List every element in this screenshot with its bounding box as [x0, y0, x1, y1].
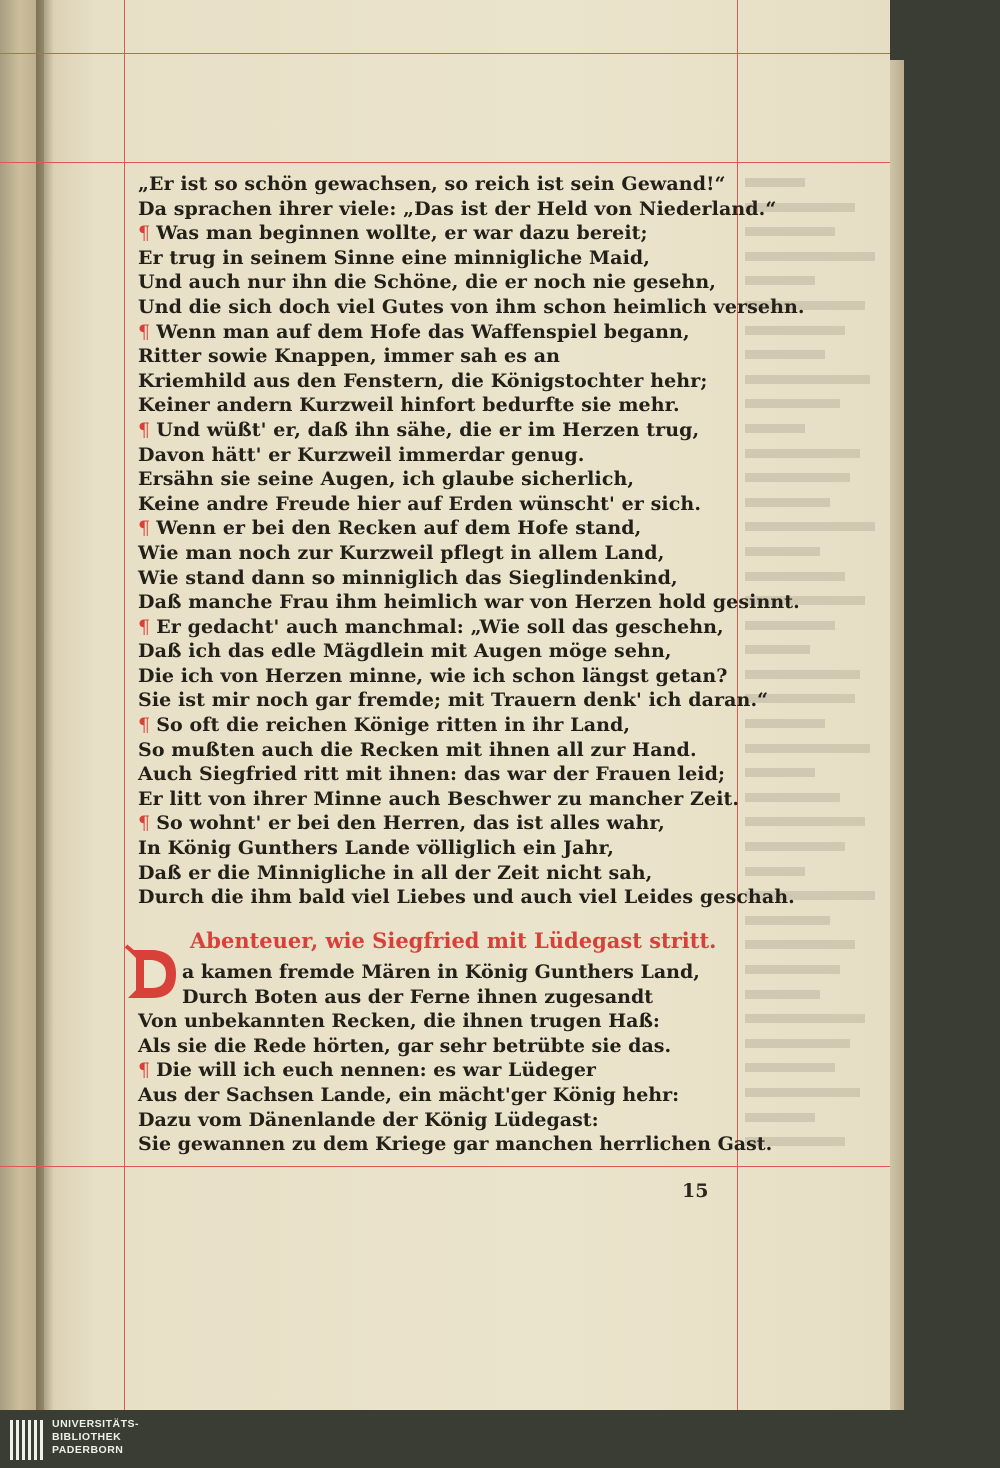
- show-through-line: [745, 465, 885, 490]
- chapter-line: Durch Boten aus der Ferne ihnen zugesandt: [182, 985, 654, 1008]
- verse-line: [138, 836, 738, 861]
- verse-line: [138, 172, 738, 197]
- verse-line-text: Er gedacht' auch manchmal: „Wie soll das geschehn,: [156, 615, 724, 638]
- pilcrow-icon: ¶: [138, 418, 151, 441]
- verse-line-text: Daß er die Minnigliche in all der Zeit nicht sah,: [138, 861, 653, 884]
- chapter-line-text: Die will ich euch nennen: es war Lüdeger: [156, 1059, 596, 1082]
- pilcrow-icon: ¶: [138, 320, 151, 343]
- show-through-line: [745, 662, 885, 687]
- show-through-line: [745, 637, 885, 662]
- verse-line-text: Wie stand dann so minniglich das Sieglindenkind,: [138, 566, 678, 589]
- show-through-line: [745, 318, 885, 343]
- verse-line: [138, 467, 738, 492]
- show-through-line: [745, 268, 885, 293]
- chapter-line: Als sie die Rede hörten, gar sehr betrübte sie das.: [138, 1034, 672, 1057]
- show-through-line: [745, 1006, 885, 1031]
- show-through-line: [745, 367, 885, 392]
- library-logo-icon: [10, 1420, 46, 1460]
- library-name-line-3: PADERBORN: [52, 1444, 124, 1456]
- verse-line: [138, 738, 738, 763]
- verse-line: [138, 664, 738, 689]
- show-through-line: [745, 982, 885, 1007]
- verse-line: [138, 639, 738, 664]
- verse-line-text: Wie man noch zur Kurzweil pflegt in allem Land,: [138, 541, 665, 564]
- verse-line: [138, 270, 738, 295]
- verse-line: [138, 246, 738, 271]
- verse-line: [138, 713, 738, 738]
- verse-line: [138, 221, 738, 246]
- chapter-line-text: Dazu vom Dänenlande der König Lüdegast:: [138, 1108, 599, 1131]
- verse-line: [138, 787, 738, 812]
- show-through-line: [745, 1105, 885, 1130]
- verse-line: [138, 811, 738, 836]
- show-through-line: [745, 514, 885, 539]
- verse-line-text: In König Gunthers Lande völliglich ein Jahr,: [138, 837, 614, 860]
- verse-line-text: So mußten auch die Recken mit ihnen all zur Hand.: [138, 738, 697, 761]
- show-through-line: [745, 711, 885, 736]
- verse-line-text: Die ich von Herzen minne, wie ich schon längst getan?: [138, 664, 728, 687]
- verse-line: [138, 762, 738, 787]
- verse-line: [138, 688, 769, 713]
- pilcrow-icon: ¶: [138, 812, 151, 835]
- verse-line: [138, 443, 738, 468]
- chapter-line: Von unbekannten Recken, die ihnen trugen Haß:: [138, 1010, 660, 1033]
- verse-line: [138, 369, 738, 394]
- pilcrow-icon: ¶: [138, 222, 151, 245]
- verse-line-text: Wenn man auf dem Hofe das Waffenspiel begann,: [156, 320, 690, 343]
- show-through-line: [745, 908, 885, 933]
- chapter-text: [138, 960, 773, 1157]
- verse-line: [138, 566, 738, 591]
- show-through-line: [745, 613, 885, 638]
- verse-line: [138, 590, 800, 615]
- verse-line-text: Er trug in seinem Sinne eine minnigliche Maid,: [138, 246, 651, 269]
- chapter-line: [138, 1132, 773, 1157]
- verse-line: [138, 197, 777, 222]
- verse-line-text: „Er ist so schön gewachsen, so reich ist sein Gewand!“: [138, 173, 726, 195]
- show-through-line: [745, 1031, 885, 1056]
- verse-line-text: Davon hätt' er Kurzweil immerdar genug.: [138, 443, 585, 466]
- verse-line-text: Durch die ihm bald viel Liebes und auch viel Leides geschah.: [138, 886, 795, 909]
- footer-bar: [0, 1410, 1000, 1468]
- verse-line-text: Keine andre Freude hier auf Erden wünscht' er sich.: [138, 492, 702, 515]
- chapter-first-line: a kamen fremde Mären in König Gunthers Land,: [182, 961, 700, 983]
- verse-line-text: Wenn er bei den Recken auf dem Hofe stand,: [156, 517, 642, 540]
- margin-rule-text-bottom: [0, 1166, 890, 1167]
- show-through-text: [745, 170, 885, 1160]
- chapter-line: [138, 1083, 738, 1108]
- verse-line: [138, 393, 738, 418]
- verse-line: [138, 516, 738, 541]
- show-through-line: [745, 932, 885, 957]
- verse-line-text: Keiner andern Kurzweil hinfort bedurfte sie mehr.: [138, 394, 680, 417]
- verse-line: [138, 344, 738, 369]
- show-through-line: [745, 391, 885, 416]
- margin-rule-top: [0, 53, 890, 54]
- verse-line-text: Was man beginnen wollte, er war dazu bereit;: [156, 222, 648, 245]
- show-through-line: [745, 416, 885, 441]
- verse-block: [138, 172, 805, 910]
- verse-line-text: So oft die reichen Könige ritten in ihr Land,: [156, 714, 631, 737]
- show-through-line: [745, 244, 885, 269]
- margin-rule-left: [124, 0, 125, 1410]
- verse-line-text: Er litt von ihrer Minne auch Beschwer zu mancher Zeit.: [138, 787, 740, 810]
- chapter-line-text: Aus der Sachsen Lande, ein mächt'ger König hehr:: [138, 1083, 680, 1106]
- show-through-line: [745, 859, 885, 884]
- page-stack-edge: [890, 60, 904, 1410]
- library-name-line-2: BIBLIOTHEK: [52, 1431, 122, 1443]
- show-through-line: [745, 342, 885, 367]
- drop-capital-letter: D: [124, 944, 125, 945]
- pilcrow-icon: ¶: [138, 517, 151, 540]
- verse-line-text: Ritter sowie Knappen, immer sah es an: [138, 345, 561, 368]
- pilcrow-icon: ¶: [138, 1059, 151, 1082]
- verse-line: [138, 320, 738, 345]
- verse-line-text: Daß ich das edle Mägdlein mit Augen möge sehn,: [138, 640, 672, 663]
- chapter-heading: Abenteuer, wie Siegfried mit Lüdegast stritt.: [190, 928, 717, 953]
- show-through-line: [745, 441, 885, 466]
- page-number: 15: [682, 1180, 709, 1202]
- show-through-line: [745, 539, 885, 564]
- verse-line: [138, 418, 738, 443]
- show-through-line: [745, 490, 885, 515]
- verse-line: [138, 861, 738, 886]
- show-through-line: [745, 1055, 885, 1080]
- verse-line: [138, 295, 805, 320]
- verse-line: [138, 885, 795, 910]
- verse-line: [138, 541, 738, 566]
- verse-line-text: Da sprachen ihrer viele: „Das ist der Held von Niederland.“: [138, 197, 777, 220]
- show-through-line: [745, 219, 885, 244]
- chapter-line: [138, 1058, 738, 1083]
- show-through-line: [745, 785, 885, 810]
- verse-line-text: Kriemhild aus den Fenstern, die Königstochter hehr;: [138, 369, 708, 392]
- show-through-line: [745, 1080, 885, 1105]
- show-through-line: [745, 809, 885, 834]
- verse-line-text: Sie ist mir noch gar fremde; mit Trauern denk' ich daran.“: [138, 689, 769, 712]
- pilcrow-icon: ¶: [138, 615, 151, 638]
- chapter-line-text: Sie gewannen zu dem Kriege gar manchen herrlichen Gast.: [138, 1133, 773, 1156]
- pilcrow-icon: ¶: [138, 714, 151, 737]
- spine-shadow: [36, 0, 54, 1410]
- show-through-line: [745, 736, 885, 761]
- library-name-line-1: UNIVERSITÄTS-: [52, 1418, 140, 1430]
- show-through-line: [745, 170, 885, 195]
- verse-line-text: So wohnt' er bei den Herren, das ist alles wahr,: [156, 812, 665, 835]
- verse-line-text: Und wüßt' er, daß ihn sähe, die er im Herzen trug,: [156, 418, 700, 441]
- verse-line-text: Auch Siegfried ritt mit ihnen: das war der Frauen leid;: [138, 763, 726, 786]
- verse-line-text: Und die sich doch viel Gutes von ihm schon heimlich versehn.: [138, 295, 805, 318]
- show-through-line: [745, 564, 885, 589]
- library-name: [52, 1418, 139, 1457]
- margin-rule-text-top: [0, 162, 890, 163]
- verse-line: [138, 492, 738, 517]
- verse-line-text: Daß manche Frau ihm heimlich war von Herzen hold gesinnt.: [138, 591, 800, 614]
- show-through-line: [745, 834, 885, 859]
- verse-line-text: Und auch nur ihn die Schöne, die er noch nie gesehn,: [138, 271, 716, 294]
- show-through-line: [745, 957, 885, 982]
- chapter-line: [138, 1108, 738, 1133]
- verse-line: [138, 615, 738, 640]
- verse-line-text: Ersähn sie seine Augen, ich glaube sicherlich,: [138, 468, 635, 491]
- show-through-line: [745, 760, 885, 785]
